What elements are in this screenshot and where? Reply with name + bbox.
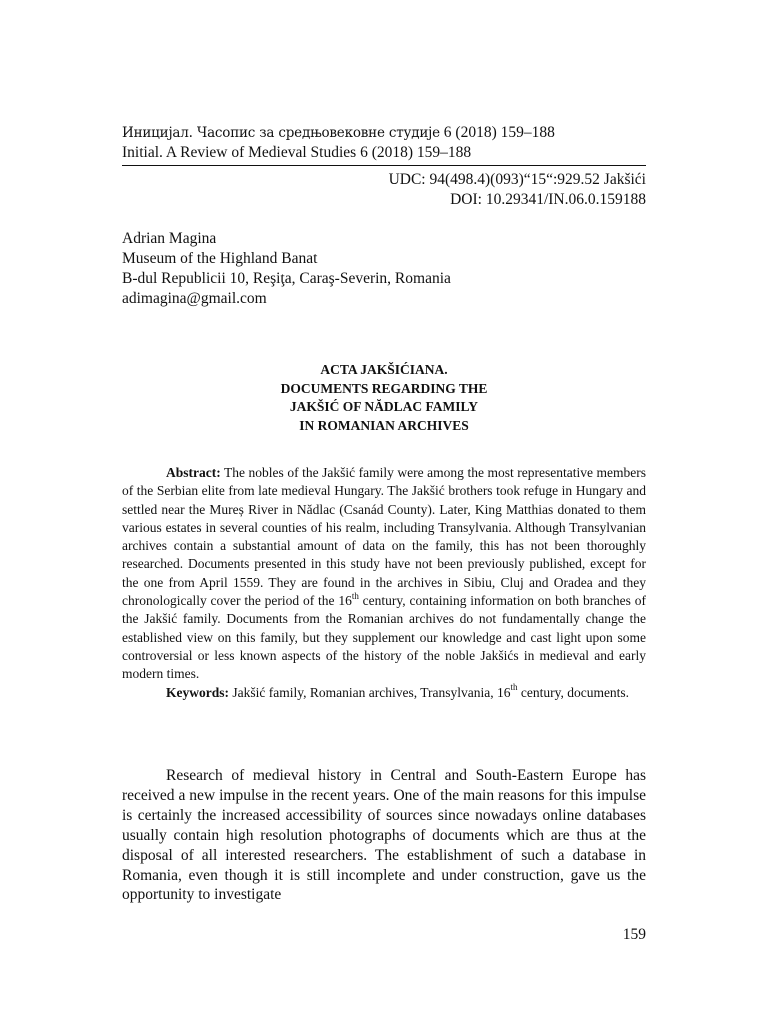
article-identifiers	[389, 170, 646, 210]
author-address: B-dul Republicii 10, Reşiţa, Caraş-Severin, Romania	[122, 270, 451, 287]
author-block	[122, 229, 451, 309]
abstract-text-continued: century, containing information on both branches of the Jakšić family. Documents from the Romanian archives do not fundamentally change the established view on this family, but they supplement our knowledge and cast light upon some controversial or less known aspects of the history of the noble Jakšićs in medieval and early modern times.	[122, 593, 646, 682]
keywords-text: Jakšić family, Romanian archives, Transylvania, 16	[232, 684, 511, 700]
abstract-paragraph	[122, 464, 646, 684]
journal-header	[122, 123, 646, 163]
udc-code: UDC: 94(498.4)(093)“15“:929.52 Jakšići	[388, 171, 646, 188]
title-line: JAKŠIĆ OF NĂDLAC FAMILY	[289, 399, 479, 414]
abstract-section	[122, 464, 646, 702]
doi: DOI: 10.29341/IN.06.0.159188	[450, 191, 646, 208]
keywords-label: Keywords:	[166, 684, 229, 700]
body-section	[122, 766, 646, 905]
keywords-text-continued: century, documents.	[517, 684, 630, 700]
title-line: IN ROMANIAN ARCHIVES	[299, 417, 469, 433]
author-institution: Museum of the Highland Banat	[122, 250, 318, 267]
page-number: 159	[622, 926, 646, 943]
title-line: ACTA JAKŠIĆIANA.	[320, 362, 448, 377]
journal-cyrillic-issue: 6 (2018) 159–188	[443, 124, 555, 141]
author-name: Adrian Magina	[122, 230, 217, 247]
abstract-label: Abstract:	[166, 465, 221, 480]
keywords-superscript: th	[510, 682, 518, 693]
keywords-paragraph	[122, 684, 646, 702]
journal-latin-line: Initial. A Review of Medieval Studies 6 (2018) 159–188	[122, 144, 472, 161]
author-email-link[interactable]: adimagina@gmail.com	[122, 290, 267, 307]
journal-cyrillic-line	[122, 123, 646, 143]
journal-cyrillic-title: Иницијал. Часопис за средњовековне студије	[122, 125, 440, 141]
body-paragraph: Research of medieval history in Central and South-Eastern Europe has received a new impulse in the recent years. One of the main reasons for this impulse is certainly the increased accessibility of sources since nowadays online databases usually contain high resolution photographs of documents which are thus at the disposal of all interested researchers. The establishment of such a database in Romania, even though it is still incomplete and under construction, gave us the opportunity to investigate	[122, 767, 646, 904]
title-line: DOCUMENTS REGARDING THE	[280, 380, 488, 396]
header-divider	[122, 165, 646, 166]
article-title	[122, 361, 646, 435]
abstract-text: The nobles of the Jakšić family were among the most representative members of the Serbian elite from late medieval Hungary. The Jakšić brothers took refuge in Hungary and settled near the Mureș River in Nădlac (Csanád County). Later, King Matthias donated to them various estates in several counties of his realm, including Transylvania. Although Transylvanian archives contain a substantial amount of data on the family, this has not been thoroughly researched. Documents presented in this study have not been previously published, except for the one from April 1559. They are found in the archives in Sibiu, Cluj and Oradea and they chronologically cover the period of the 16	[122, 465, 646, 609]
abstract-superscript: th	[351, 590, 359, 601]
